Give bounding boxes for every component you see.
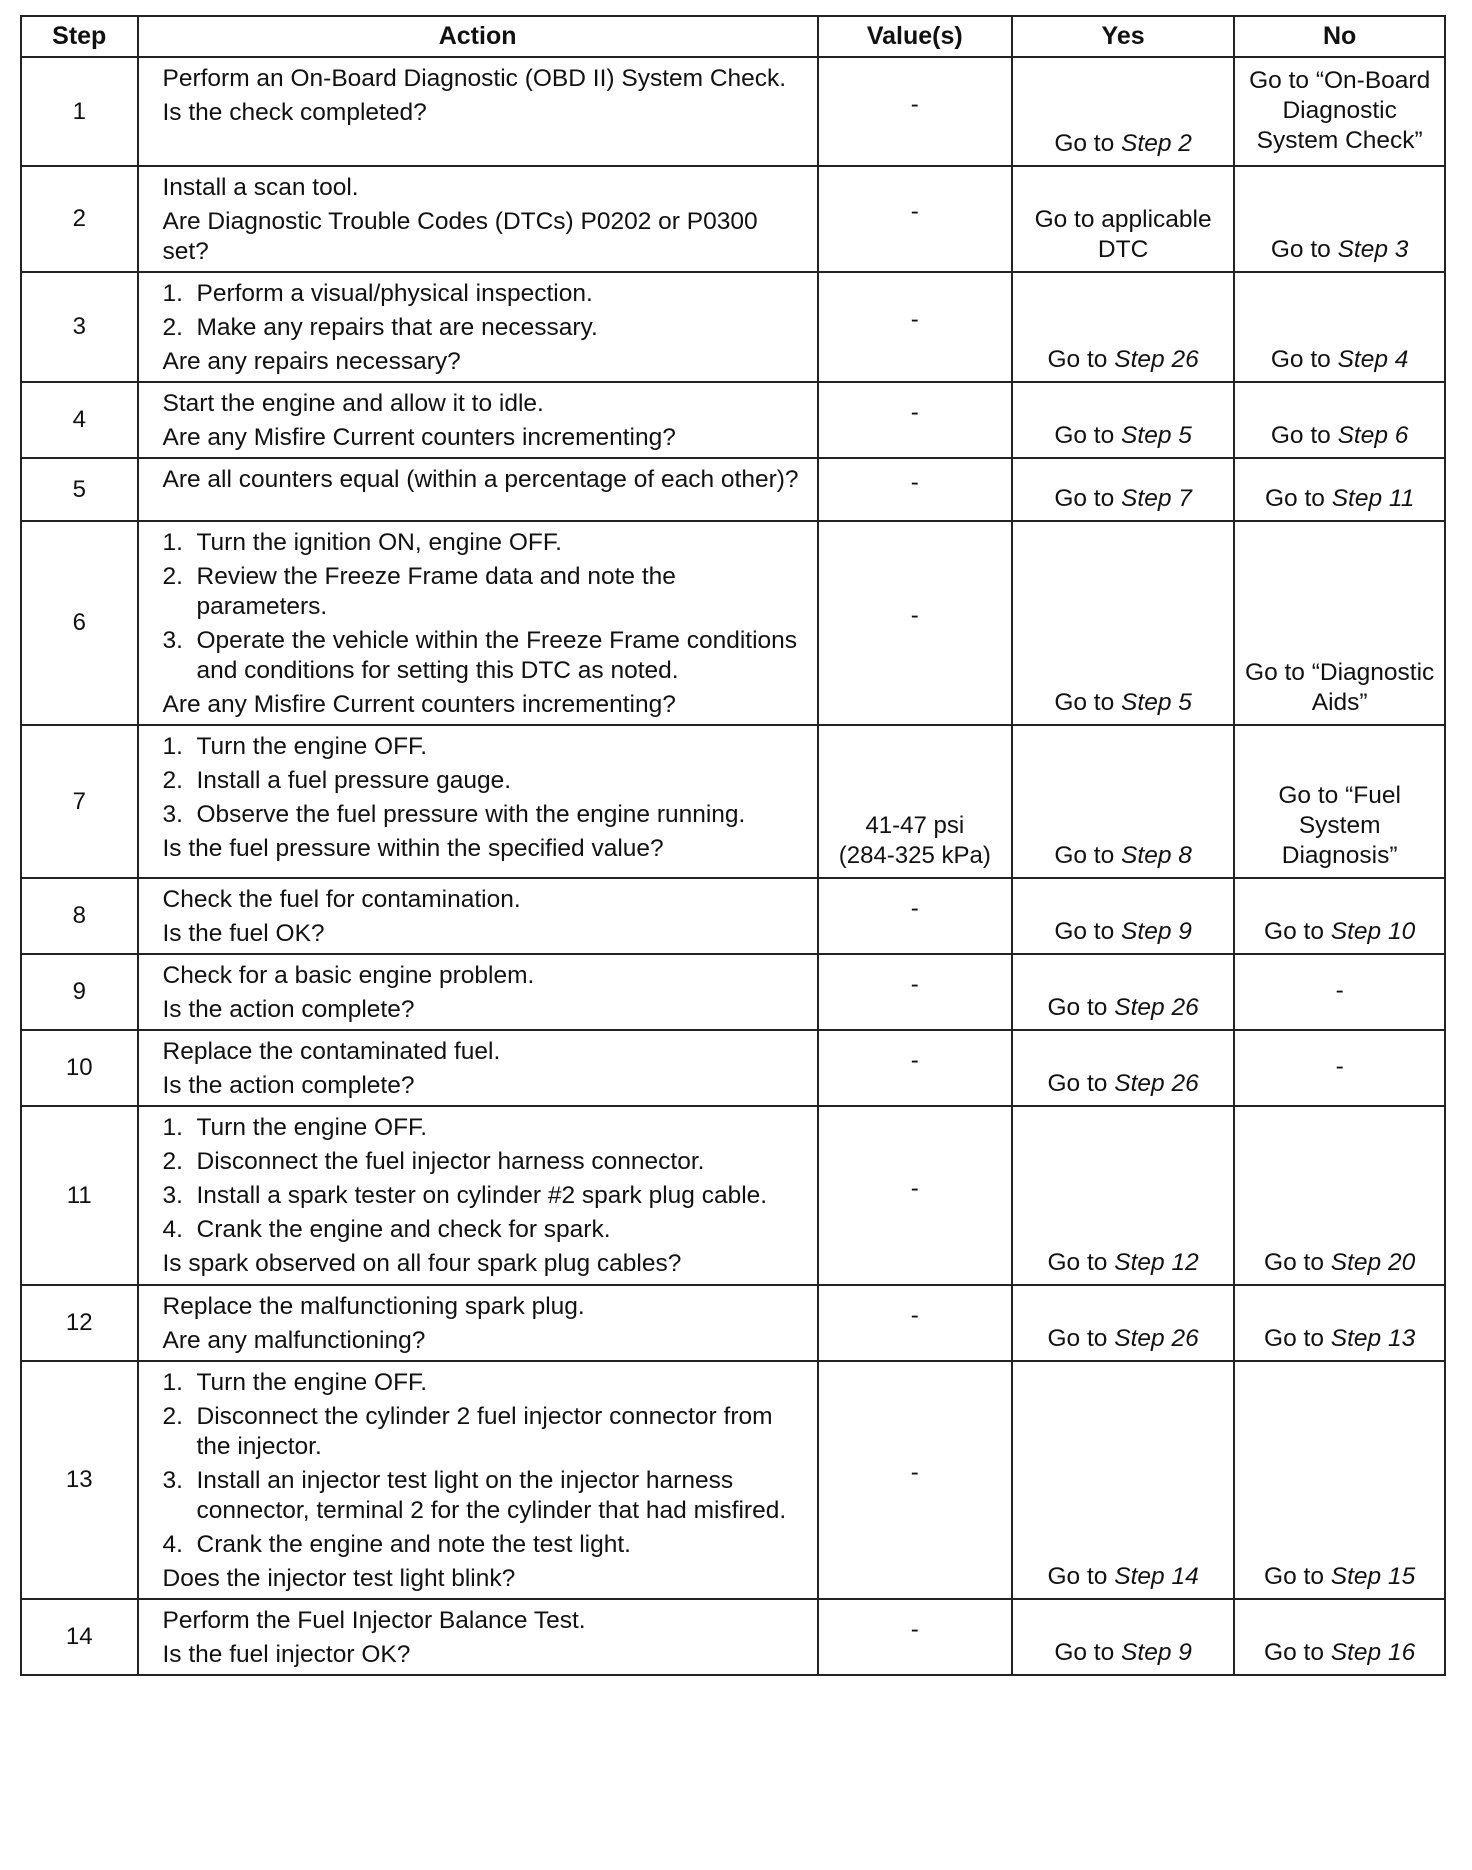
no-step-link: Step 4	[1337, 346, 1409, 373]
list-item-number: 2.	[162, 314, 183, 341]
step-number: 10	[21, 1030, 138, 1106]
list-item	[163, 1181, 809, 1211]
action-instruction: Install a scan tool.	[162, 174, 359, 201]
list-item-number: 3.	[162, 1182, 183, 1209]
value-text: -	[910, 602, 919, 629]
action-cell	[138, 1361, 818, 1599]
value-cell	[818, 57, 1012, 166]
list-item-number: 4.	[162, 1216, 183, 1243]
action-cell	[138, 57, 818, 166]
value-cell	[818, 1361, 1012, 1599]
yes-step-link: Step 26	[1114, 346, 1199, 373]
value-cell	[818, 166, 1012, 272]
list-item-text: Install a spark tester on cylinder #2 spark plug cable.	[196, 1182, 768, 1209]
header-action: Action	[138, 16, 818, 57]
action-cell	[138, 1285, 818, 1361]
value-text: -	[910, 1459, 919, 1486]
table-row	[21, 57, 1445, 166]
list-item	[163, 626, 809, 686]
table-row	[21, 272, 1445, 382]
value-text: -	[910, 971, 919, 998]
header-step: Step	[21, 16, 138, 57]
list-item-text: Perform a visual/physical inspection.	[196, 280, 593, 307]
action-instruction: Check for a basic engine problem.	[162, 962, 535, 989]
no-cell	[1234, 1030, 1445, 1106]
list-item-text: Install a fuel pressure gauge.	[196, 767, 512, 794]
step-number: 2	[21, 166, 138, 272]
list-item-number: 1.	[162, 1114, 183, 1141]
value-cell	[818, 1106, 1012, 1285]
table-row	[21, 166, 1445, 272]
action-cell	[138, 725, 818, 878]
list-item-number: 3.	[162, 1467, 183, 1494]
value-text: -	[910, 90, 919, 118]
value-cell	[818, 382, 1012, 458]
no-step-link: Step 20	[1330, 1249, 1416, 1276]
no-text: Go to	[1270, 346, 1338, 373]
action-instruction: Perform the Fuel Injector Balance Test.	[162, 1607, 586, 1634]
no-cell	[1234, 1599, 1445, 1675]
yes-text: Go to	[1054, 689, 1122, 716]
table-body	[21, 57, 1445, 1675]
step-number: 12	[21, 1285, 138, 1361]
action-question: Are all counters equal (within a percentage of each other)?	[162, 466, 799, 493]
list-item-number: 1.	[162, 733, 183, 760]
list-item	[163, 766, 809, 796]
action-cell	[138, 521, 818, 725]
list-item	[163, 1530, 809, 1560]
list-item	[163, 1113, 809, 1143]
value-cell	[818, 272, 1012, 382]
table-row	[21, 1285, 1445, 1361]
list-item-text: Install an injector test light on the injector harness connector, terminal 2 for the cylinder that had misfired.	[196, 1467, 787, 1524]
list-item-number: 2.	[162, 563, 183, 590]
value-text: -	[910, 1174, 919, 1202]
list-item	[163, 1215, 809, 1245]
no-text: Go to	[1264, 1249, 1331, 1276]
yes-step-link: Step 9	[1121, 1639, 1192, 1666]
action-steps-list	[163, 1113, 809, 1245]
value-text: -	[910, 468, 919, 496]
step-number: 8	[21, 878, 138, 954]
yes-cell	[1012, 57, 1234, 166]
no-text: Go to “Fuel System Diagnosis”	[1278, 782, 1401, 869]
step-number: 4	[21, 382, 138, 458]
yes-step-link: Step 26	[1114, 1070, 1199, 1097]
no-cell	[1234, 382, 1445, 458]
action-instruction: Check the fuel for contamination.	[162, 886, 521, 913]
action-question: Is the check completed?	[162, 99, 427, 126]
list-item-text: Review the Freeze Frame data and note the parameters.	[196, 563, 676, 620]
action-question: Are any malfunctioning?	[162, 1327, 426, 1354]
list-item-text: Observe the fuel pressure with the engine running.	[196, 801, 746, 828]
action-question: Are any Misfire Current counters incrementing?	[162, 424, 676, 451]
yes-text: Go to	[1047, 1325, 1115, 1352]
list-item-number: 1.	[162, 280, 183, 307]
action-instruction: Start the engine and allow it to idle.	[162, 390, 544, 417]
yes-text: Go to	[1047, 994, 1115, 1021]
table-row	[21, 878, 1445, 954]
no-step-link: Step 6	[1337, 422, 1409, 449]
table-row	[21, 1599, 1445, 1675]
action-cell	[138, 272, 818, 382]
action-instruction: Replace the contaminated fuel.	[162, 1038, 501, 1065]
table-row	[21, 458, 1445, 521]
no-cell	[1234, 57, 1445, 166]
yes-step-link: Step 5	[1121, 422, 1192, 449]
header-no: No	[1234, 16, 1445, 57]
list-item-number: 3.	[162, 627, 183, 654]
list-item	[163, 562, 809, 622]
action-question: Are Diagnostic Trouble Codes (DTCs) P0202 or P0300 set?	[162, 208, 758, 265]
value-cell	[818, 1599, 1012, 1675]
yes-text: Go to	[1054, 1639, 1122, 1666]
step-number: 5	[21, 458, 138, 521]
yes-step-link: Step 8	[1121, 842, 1192, 869]
no-cell	[1234, 521, 1445, 725]
action-steps-list	[163, 279, 809, 343]
step-number: 9	[21, 954, 138, 1030]
yes-text: Go to	[1054, 422, 1122, 449]
yes-cell	[1012, 521, 1234, 725]
list-item-number: 2.	[162, 1148, 183, 1175]
list-item-text: Make any repairs that are necessary.	[196, 314, 598, 341]
yes-step-link: Step 5	[1121, 689, 1192, 716]
no-cell	[1234, 458, 1445, 521]
yes-step-link: Step 26	[1114, 1325, 1199, 1352]
step-number: 6	[21, 521, 138, 725]
list-item	[163, 528, 809, 558]
list-item-text: Turn the ignition ON, engine OFF.	[196, 529, 562, 556]
yes-text: Go to	[1047, 346, 1115, 373]
no-text: Go to “On-Board Diagnostic System Check”	[1249, 66, 1431, 154]
action-cell	[138, 458, 818, 521]
list-item	[163, 1147, 809, 1177]
table-row	[21, 954, 1445, 1030]
list-item	[163, 800, 809, 830]
no-cell	[1234, 1106, 1445, 1285]
header-row	[21, 16, 1445, 57]
list-item-number: 3.	[162, 801, 183, 828]
yes-cell	[1012, 458, 1234, 521]
yes-step-link: Step 14	[1114, 1563, 1199, 1590]
value-cell	[818, 1285, 1012, 1361]
yes-text: Go to	[1047, 1249, 1115, 1276]
no-cell	[1234, 725, 1445, 878]
no-step-link: Step 10	[1330, 918, 1416, 945]
no-cell	[1234, 166, 1445, 272]
action-steps-list	[163, 1368, 809, 1560]
action-cell	[138, 1599, 818, 1675]
value-text: -	[910, 1616, 919, 1643]
action-instruction: Perform an On-Board Diagnostic (OBD II) System Check.	[162, 65, 787, 92]
step-number: 7	[21, 725, 138, 878]
value-text: -	[910, 198, 919, 225]
list-item-text: Turn the engine OFF.	[196, 1369, 428, 1396]
table-row	[21, 521, 1445, 725]
value-text: -	[910, 1047, 919, 1074]
list-item-text: Disconnect the cylinder 2 fuel injector connector from the injector.	[196, 1403, 773, 1460]
yes-text: Go to applicable DTC	[1034, 206, 1212, 263]
yes-cell	[1012, 1030, 1234, 1106]
action-cell	[138, 166, 818, 272]
list-item	[163, 1466, 809, 1526]
yes-cell	[1012, 1106, 1234, 1285]
yes-text: Go to	[1054, 842, 1122, 869]
yes-step-link: Step 7	[1121, 485, 1192, 512]
list-item-text: Crank the engine and note the test light.	[196, 1531, 631, 1558]
no-cell	[1234, 878, 1445, 954]
action-cell	[138, 878, 818, 954]
step-number: 11	[21, 1106, 138, 1285]
no-cell	[1234, 272, 1445, 382]
no-cell	[1234, 1361, 1445, 1599]
no-step-link: Step 13	[1330, 1325, 1416, 1352]
value-text: -	[910, 1302, 919, 1329]
yes-cell	[1012, 272, 1234, 382]
value-text: -	[910, 895, 919, 922]
no-text: Go to	[1264, 1563, 1331, 1590]
step-number: 1	[21, 57, 138, 166]
action-cell	[138, 1030, 818, 1106]
list-item-number: 1.	[162, 1369, 183, 1396]
value-cell	[818, 521, 1012, 725]
yes-step-link: Step 9	[1121, 918, 1192, 945]
action-question: Is spark observed on all four spark plug cables?	[162, 1250, 682, 1277]
table-row	[21, 1361, 1445, 1599]
list-item-number: 2.	[162, 767, 183, 794]
no-text: -	[1335, 977, 1344, 1004]
action-steps-list	[163, 732, 809, 830]
list-item-text: Disconnect the fuel injector harness connector.	[196, 1148, 705, 1175]
no-text: Go to	[1264, 1325, 1331, 1352]
yes-cell	[1012, 1599, 1234, 1675]
list-item	[163, 279, 809, 309]
no-text: Go to	[1270, 236, 1338, 263]
action-question: Is the action complete?	[162, 996, 415, 1023]
action-question: Is the fuel injector OK?	[162, 1641, 411, 1668]
list-item	[163, 313, 809, 343]
value-cell	[818, 1030, 1012, 1106]
yes-step-link: Step 2	[1121, 130, 1192, 157]
list-item-text: Turn the engine OFF.	[196, 733, 428, 760]
no-text: Go to	[1264, 1639, 1331, 1666]
table-row	[21, 1106, 1445, 1285]
action-question: Are any Misfire Current counters incrementing?	[162, 691, 676, 718]
yes-cell	[1012, 1361, 1234, 1599]
no-step-link: Step 3	[1337, 236, 1409, 263]
yes-text: Go to	[1047, 1070, 1115, 1097]
value-text: -	[910, 306, 919, 333]
list-item	[163, 1368, 809, 1398]
action-question: Is the action complete?	[162, 1072, 415, 1099]
list-item-text: Turn the engine OFF.	[196, 1114, 428, 1141]
value-cell	[818, 878, 1012, 954]
yes-text: Go to	[1054, 485, 1122, 512]
list-item	[163, 732, 809, 762]
step-number: 3	[21, 272, 138, 382]
yes-cell	[1012, 1285, 1234, 1361]
list-item-number: 1.	[162, 529, 183, 556]
action-instruction: Replace the malfunctioning spark plug.	[162, 1293, 585, 1320]
action-cell	[138, 382, 818, 458]
no-text: Go to	[1270, 422, 1338, 449]
diagnostic-table	[20, 15, 1446, 1676]
value-cell	[818, 725, 1012, 878]
table-row	[21, 725, 1445, 878]
no-cell	[1234, 1285, 1445, 1361]
action-cell	[138, 954, 818, 1030]
no-step-link: Step 16	[1330, 1639, 1416, 1666]
list-item-text: Crank the engine and check for spark.	[196, 1216, 611, 1243]
no-step-link: Step 11	[1331, 485, 1415, 512]
no-text: Go to “Diagnostic Aids”	[1245, 659, 1435, 716]
yes-cell	[1012, 954, 1234, 1030]
no-text: Go to	[1264, 918, 1331, 945]
yes-text: Go to	[1054, 918, 1122, 945]
header-yes: Yes	[1012, 16, 1234, 57]
action-question: Is the fuel pressure within the specified value?	[162, 835, 664, 862]
no-cell	[1234, 954, 1445, 1030]
action-steps-list	[163, 528, 809, 686]
table-row	[21, 382, 1445, 458]
yes-text: Go to	[1047, 1563, 1115, 1590]
yes-cell	[1012, 878, 1234, 954]
action-cell	[138, 1106, 818, 1285]
step-number: 13	[21, 1361, 138, 1599]
yes-step-link: Step 26	[1114, 994, 1199, 1021]
no-step-link: Step 15	[1330, 1563, 1416, 1590]
list-item-number: 4.	[162, 1531, 183, 1558]
value-text: 41-47 psi	[865, 812, 965, 839]
list-item	[163, 1402, 809, 1462]
value-text: (284-325 kPa)	[838, 842, 991, 869]
list-item-text: Operate the vehicle within the Freeze Frame conditions and conditions for setting this DTC as noted.	[196, 627, 798, 684]
no-text: -	[1335, 1053, 1344, 1080]
value-text: -	[910, 399, 919, 426]
yes-text: Go to	[1054, 130, 1122, 157]
step-number: 14	[21, 1599, 138, 1675]
value-cell	[818, 954, 1012, 1030]
value-cell	[818, 458, 1012, 521]
action-question: Does the injector test light blink?	[162, 1565, 516, 1592]
action-question: Are any repairs necessary?	[162, 348, 461, 375]
action-question: Is the fuel OK?	[162, 920, 325, 947]
yes-cell	[1012, 166, 1234, 272]
list-item-number: 2.	[162, 1403, 183, 1430]
yes-cell	[1012, 725, 1234, 878]
no-text: Go to	[1264, 485, 1332, 512]
table-row	[21, 1030, 1445, 1106]
header-values: Value(s)	[818, 16, 1012, 57]
yes-cell	[1012, 382, 1234, 458]
yes-step-link: Step 12	[1114, 1249, 1199, 1276]
